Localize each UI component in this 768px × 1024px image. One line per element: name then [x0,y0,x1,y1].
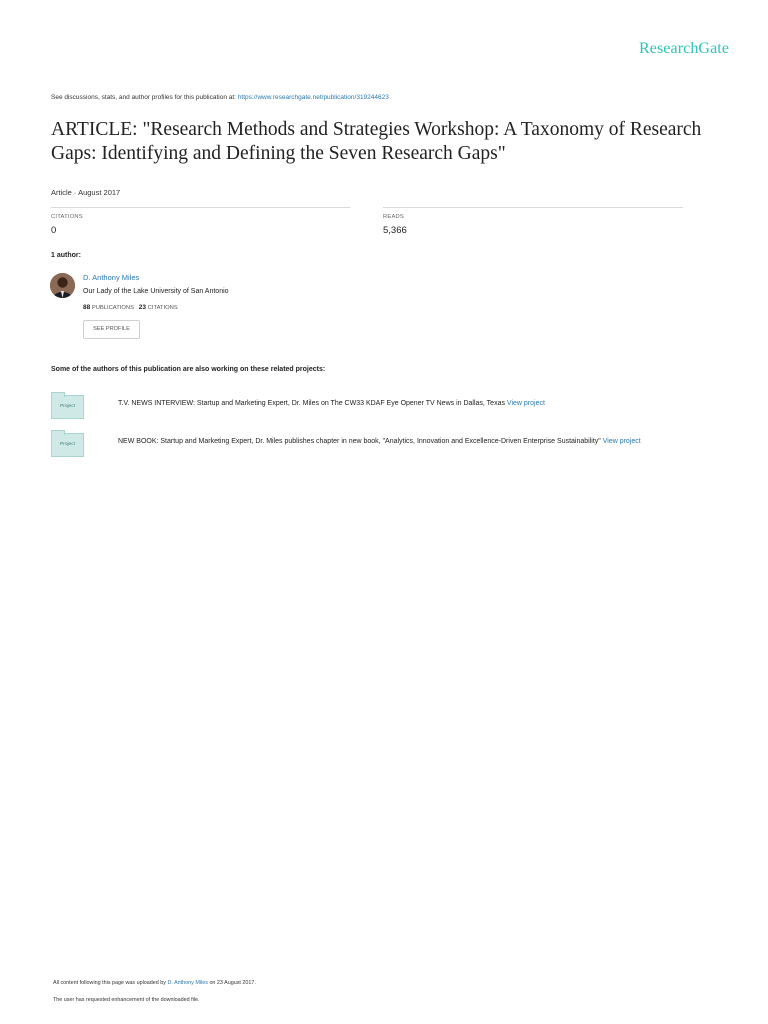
project-item [118,438,641,445]
project-folder-icon[interactable]: Project [51,433,84,457]
article-meta: Article · August 2017 [51,188,121,197]
author-avatar[interactable] [50,273,75,298]
upload-prefix: All content following this page was uploaded by [53,980,166,986]
author-citations-label: CITATIONS [147,305,178,311]
project-description: T.V. NEWS INTERVIEW: Startup and Marketing Expert, Dr. Miles on The CW33 KDAF Eye Opener TV News in Dallas, Texas [118,400,505,407]
upload-note [53,980,256,986]
project-description: NEW BOOK: Startup and Marketing Expert, Dr. Miles publishes chapter in new book, "Analytics, Innovation and Excellence-Driven Enterprise Sustainability" [118,438,601,445]
author-citations-count: 23 [138,304,147,311]
see-profile-button[interactable]: SEE PROFILE [83,320,140,339]
enhancement-note: The user has requested enhancement of the downloaded file. [53,997,200,1003]
author-photo-icon [50,273,75,298]
publication-url-link[interactable]: https://www.researchgate.net/publication/319244623 [237,94,389,101]
project-item [118,400,545,407]
author-name-link[interactable]: D. Anthony Miles [83,273,140,282]
citations-label: CITATIONS [51,214,83,220]
author-publications-label: PUBLICATIONS [91,305,134,311]
upload-suffix: on 23 August 2017. [209,980,256,986]
view-project-link[interactable]: View project [506,400,545,407]
related-projects-heading: Some of the authors of this publication are also working on these related projects: [51,366,326,373]
view-project-link[interactable]: View project [602,438,641,445]
researchgate-logo[interactable]: ResearchGate [639,40,730,57]
article-title: ARTICLE: "Research Methods and Strategies Workshop: A Taxonomy of Research Gaps: Identifying and Defining the Seven Research Gaps" [51,119,702,164]
citations-value: 0 [51,225,57,236]
discussion-line [51,94,389,101]
uploader-link[interactable]: D. Anthony Miles [167,980,208,986]
citations-divider [51,207,350,208]
discussion-prefix: See discussions, stats, and author profiles for this publication at: [51,94,236,101]
reads-label: READS [383,214,404,220]
author-publications-count: 88 [83,304,91,311]
authors-heading: 1 author: [51,252,81,259]
author-institution: Our Lady of the Lake University of San Antonio [83,288,229,295]
reads-value: 5,366 [383,225,407,236]
author-stats [83,304,178,311]
project-folder-icon[interactable]: Project [51,395,84,419]
reads-divider [383,207,683,208]
